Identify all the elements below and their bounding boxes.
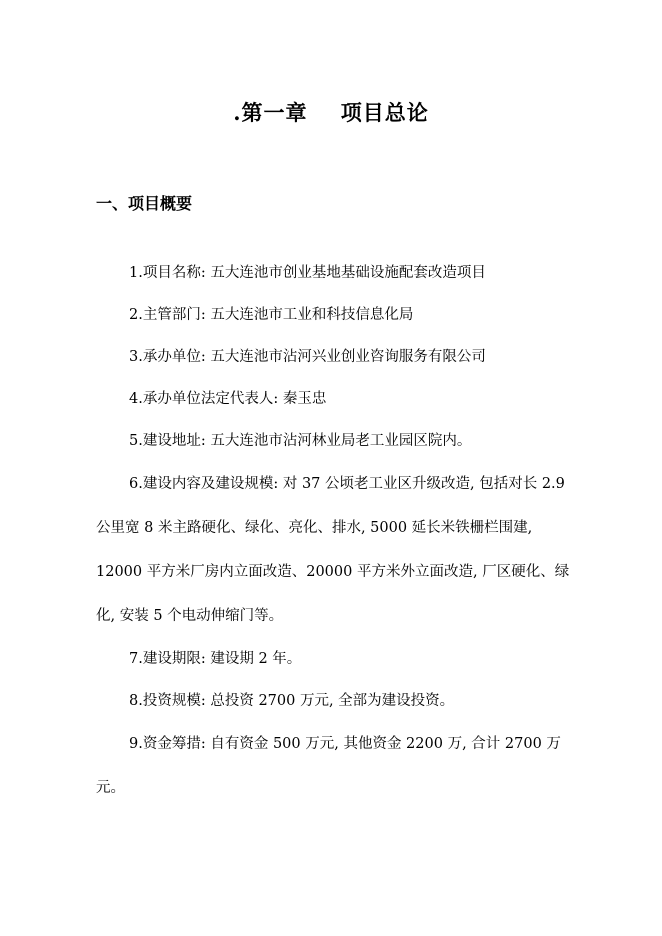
list-item	[96, 336, 576, 378]
item-text: 建设地址: 五大连池市沾河林业局老工业园区院内。	[142, 433, 472, 449]
item-text: 建设内容及建设规模: 对 37 公顷老工业区升级改造, 包括对长 2.9 公里宽 8 米主路硬化、绿化、亮化、排水, 5000 延长米铁栅栏围建, 12000 平方米厂房内立面改造、20000 平方米外立面改造, 厂区硬化、绿化, 安装 5 个电动伸缩门等。	[96, 476, 570, 624]
item-text: 承办单位: 五大连池市沾河兴业创业咨询服务有限公司	[142, 349, 486, 365]
list-item	[96, 294, 576, 336]
chapter-title: .第一章 项目总论	[233, 100, 429, 125]
item-number: 6.	[129, 476, 143, 492]
item-number: 7.	[129, 651, 143, 667]
list-item	[96, 638, 576, 680]
item-number: 4.	[129, 391, 143, 407]
list-item	[96, 680, 576, 722]
item-number: 1.	[129, 265, 143, 281]
section-heading: 一、项目概要	[96, 194, 193, 213]
item-text: 项目名称: 五大连池市创业基地基础设施配套改造项目	[142, 265, 486, 281]
project-summary-list	[96, 252, 576, 810]
item-text: 投资规模: 总投资 2700 万元, 全部为建设投资。	[142, 693, 455, 709]
item-text: 承办单位法定代表人: 秦玉忠	[142, 391, 327, 407]
item-number: 3.	[129, 349, 143, 365]
item-number: 5.	[129, 433, 143, 449]
list-item	[96, 252, 576, 294]
list-item	[96, 462, 576, 638]
item-number: 2.	[129, 307, 143, 323]
list-item	[96, 378, 576, 420]
list-item	[96, 420, 576, 462]
item-number: 9.	[129, 736, 143, 752]
item-text: 主管部门: 五大连池市工业和科技信息化局	[142, 307, 414, 323]
list-item	[96, 722, 576, 810]
item-number: 8.	[129, 693, 143, 709]
item-text: 建设期限: 建设期 2 年。	[142, 651, 302, 667]
item-text: 资金筹措: 自有资金 500 万元, 其他资金 2200 万, 合计 2700 万元。	[96, 736, 561, 796]
